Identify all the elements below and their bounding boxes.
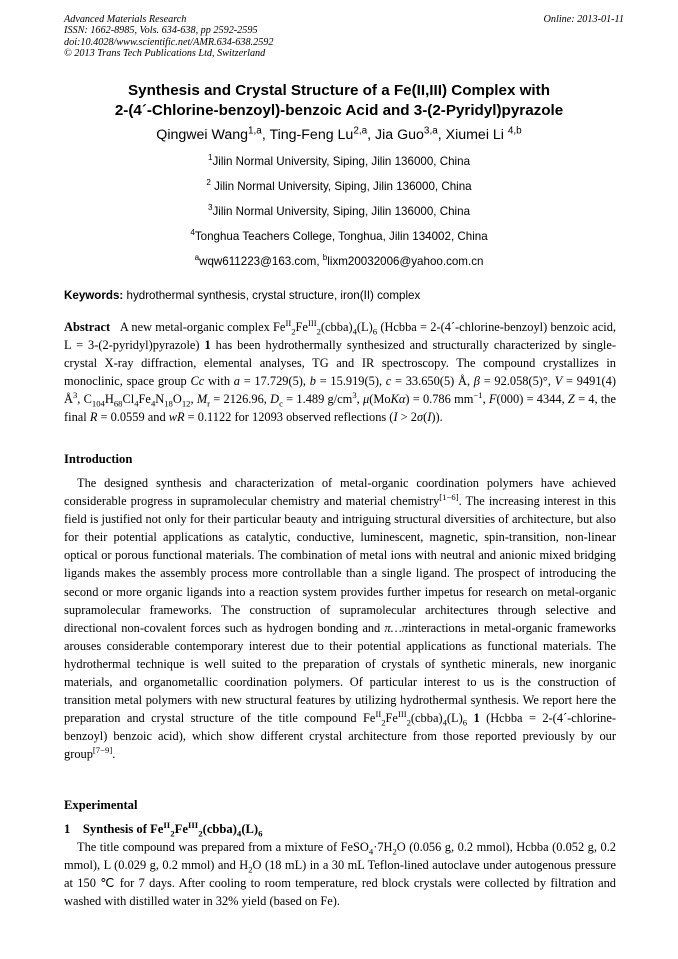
abstract-var: σ	[416, 410, 424, 425]
subheading-text: (L)	[241, 822, 259, 836]
subheading-sub: 6	[258, 828, 263, 839]
abstract-text: > 2	[397, 410, 417, 425]
intro-sub: 2	[406, 717, 411, 728]
subheading-sup: III	[187, 819, 199, 830]
abstract-var: D	[270, 392, 280, 407]
abstract-sub: 12	[181, 398, 191, 409]
abstract-var: wR	[168, 410, 185, 425]
abstract-var: I	[393, 410, 398, 425]
keywords-label: Keywords:	[64, 289, 124, 302]
exp-text: The title compound was prepared from a mixture of FeSO	[77, 840, 369, 854]
exp-sub: 2	[392, 846, 397, 857]
abstract-text: Fe	[295, 320, 308, 334]
intro-text: The designed synthesis and characterization of metal-organic coordination polymers have achieved considerable progress in supramolecular chemistry and material chemistry	[64, 476, 616, 509]
experimental-paragraph	[64, 838, 616, 910]
abstract-text: ,	[190, 392, 197, 407]
abstract-text: ,	[482, 392, 489, 407]
author-name: Jia Guo	[375, 127, 424, 143]
intro-text: (Hcbba = 2-(4´-chlorine-benzoyl) benzoic acid), which show different crystal architecture from those reported previously by our group	[64, 711, 616, 762]
affiliation-sup: 2	[206, 178, 211, 188]
copyright-line: © 2013 Trans Tech Publications Ltd, Switzerland	[64, 48, 266, 60]
exp-text: O (18 mL) in a 30 mL Teflon-lined autoclave under autogenous pressure at 150 ℃ for 7 days. After cooling to room temperature, red block crystals were collected by filtration and washed with distilled water in 32% yield (based on Fe).	[64, 858, 616, 909]
abstract-text: (Hcbba = 2-(4´-chlorine-benzoyl) benzoic acid, L = 3-(2-pyridyl)pyrazole)	[64, 320, 617, 353]
abstract	[64, 318, 616, 427]
abstract-sub: 68	[113, 398, 123, 409]
intro-sub: 2	[381, 717, 386, 728]
synthesis-subheading	[64, 819, 263, 839]
issn-line: ISSN: 1662-8985, Vols. 634-638, pp 2592-2595	[64, 25, 258, 37]
title-line-2: 2-(4´-Chlorine-benzoyl)-benzoic Acid and 3-(2-Pyridyl)pyrazole	[114, 102, 564, 119]
intro-sup: II	[375, 709, 382, 720]
subheading-number: 1	[64, 822, 71, 836]
abstract-sup: −1	[473, 390, 483, 401]
subheading-sub: 2	[198, 828, 203, 839]
abstract-var: R	[89, 410, 98, 425]
abstract-sub: c	[279, 398, 283, 409]
affiliation-1	[40, 152, 638, 177]
compound-number: 1	[467, 711, 480, 726]
abstract-sub: r	[207, 398, 211, 409]
abstract-label: Abstract	[64, 320, 111, 334]
abstract-text: ,	[356, 392, 363, 407]
affiliations	[40, 152, 638, 277]
title-line-1: Synthesis and Crystal Structure of a Fe(II,III) Complex with	[128, 82, 550, 99]
exp-text: ·7H	[373, 840, 393, 854]
abstract-text: = 2126.96,	[210, 392, 271, 407]
intro-text: .	[112, 747, 116, 762]
affiliation-text: Jilin Normal University, Siping, Jilin 136000, China	[210, 180, 472, 193]
journal-header	[64, 14, 624, 60]
cell-param: a	[233, 374, 240, 389]
email-sup: a	[194, 253, 200, 263]
abstract-sub: 2	[316, 326, 321, 337]
abstract-text: = 33.650(5) Å,	[391, 374, 474, 389]
exp-text: O (0.056 g, 0.2 mmol), Hcbba (0.052 g, 0.2 mmol), L (0.029 g, 0.2 mmol) and H	[64, 840, 616, 873]
author-name: Ting-Feng Lu	[269, 127, 354, 143]
abstract-sub: 4	[150, 398, 156, 409]
email-b[interactable]: lixm20032006@yahoo.com.cn	[327, 255, 484, 268]
experimental-heading: Experimental	[64, 798, 138, 812]
author-superscript: 4,b	[507, 125, 522, 137]
cell-param: β	[473, 374, 480, 389]
author-name: Xiumei Li	[445, 127, 508, 143]
abstract-sup: II	[285, 317, 292, 328]
abstract-text: = 92.058(5)°,	[479, 374, 555, 389]
email-sup: b	[322, 253, 328, 263]
affiliation-text: Tonghua Teachers College, Tonghua, Jilin 134002, China	[194, 230, 488, 243]
abstract-text: O	[172, 392, 182, 407]
abstract-var: M	[196, 392, 208, 407]
abstract-text: (L)	[356, 320, 373, 334]
affiliation-sup: 4	[190, 228, 195, 238]
affiliation-text: Jilin Normal University, Siping, Jilin 136000, China	[212, 205, 471, 218]
email-line	[40, 252, 638, 277]
author-list: Qingwei Wang$^{1,a}$, Ting-Feng Lu$^{2,a}$, Jia Guo$^{3,a}$, Xiumei Li $^{4,b}$	[156, 125, 522, 143]
keywords	[64, 289, 616, 302]
subheading-text: Synthesis of Fe	[82, 822, 164, 836]
abstract-text: (Mo	[369, 392, 391, 407]
abstract-text: = 0.1122 for 12093 observed reflections (	[184, 410, 394, 425]
abstract-text: N	[155, 392, 165, 407]
journal-name: Advanced Materials Research	[64, 14, 187, 25]
abstract-text: , C	[77, 392, 92, 407]
subheading-sup: II	[163, 819, 171, 830]
abstract-sup: III	[307, 317, 317, 328]
cell-param: V	[554, 374, 563, 389]
intro-sub: 4	[442, 717, 447, 728]
introduction-heading: Introduction	[64, 452, 133, 466]
subheading-text: Fe	[174, 822, 188, 836]
abstract-var: Kα	[390, 392, 406, 407]
abstract-sub: 104	[91, 398, 105, 409]
intro-text: Fe	[385, 711, 398, 726]
abstract-sub: 6	[372, 326, 378, 337]
abstract-text: )).	[431, 410, 443, 425]
abstract-text: Cl	[122, 392, 135, 407]
intro-text: (cbba)	[410, 711, 443, 726]
intro-sup: III	[397, 709, 407, 720]
exp-sub: 4	[368, 846, 374, 857]
subheading-text: (cbba)	[202, 822, 237, 836]
exp-sub: 2	[248, 864, 253, 875]
subheading-sub: 4	[236, 828, 242, 839]
citation-ref[interactable]: [7−9]	[92, 745, 113, 756]
subheading-sub: 2	[170, 828, 175, 839]
cell-param: c	[385, 374, 392, 389]
email-a[interactable]: wqw611223@163.com,	[199, 255, 323, 268]
affiliation-3	[40, 202, 638, 227]
abstract-text: ) = 0.786 mm	[405, 392, 474, 407]
abstract-text: = 17.729(5),	[239, 374, 310, 389]
doi-line[interactable]: doi:10.4028/www.scientific.net/AMR.634-638.2592	[64, 36, 274, 48]
affiliation-text: Jilin Normal University, Siping, Jilin 136000, China	[212, 155, 471, 168]
affiliation-2	[40, 177, 638, 202]
abstract-text: = 1.489 g/cm	[282, 392, 353, 407]
intro-text: interactions in metal-organic frameworks arouses considerable contemporary interest due to their potential applications as functional materials. The hydrothermal technique is well suited to the preparation of crystals of synthetic minerals, new inorganic materials, and organometallic coordination polymers. Of particular interest to us is the construction of transition metal polymers with new structural features by utilizing hydrothermal synthesis. We report here the preparation and crystal structure of the title compound Fe	[64, 620, 616, 726]
citation-ref[interactable]: [1−6]	[439, 491, 459, 502]
intro-text: . The increasing interest in this field is justified not only for their particular beauty and intriguing structural diversities of architecture, but also for their potential applications as catalytic, conductive, luminescent, magnetic, spin-transition, non-linear optical or porous functional materials. The combination of metal ions with neutral and anionic mixed bridging ligands makes the assembly process more controllable than a single ligand. The prospect of introducing the second or more organic ligands into a reaction system provides further impetus for research on metal-organic supramolecular frameworks. The construction of supramolecular architectures through selective and directional non-covalent forces such as hydrogen bonding and	[64, 494, 616, 635]
author-name: Qingwei Wang	[156, 127, 249, 143]
abstract-var: μ	[362, 392, 370, 407]
intro-text: (L)	[446, 711, 463, 726]
abstract-sub: 4	[352, 326, 357, 337]
author-superscript: 2,a	[353, 125, 368, 137]
abstract-text: = 0.0559 and	[97, 410, 169, 425]
abstract-sub: 4	[134, 398, 139, 409]
abstract-text: A new metal-organic complex Fe	[119, 320, 286, 334]
abstract-text: = 4, the final	[64, 392, 616, 425]
abstract-text: = 15.919(5),	[315, 374, 386, 389]
author-superscript: 3,a	[423, 125, 438, 137]
compound-number: 1	[204, 338, 211, 353]
author-superscript: 1,a	[248, 125, 262, 137]
intro-sub: 6	[462, 717, 468, 728]
abstract-text: has been hydrothermally synthesized and structurally characterized by single-crystal X-ray diffraction, elemental analyses, TG and IR spectroscopy. The compound crystallizes in monoclinic, space group	[64, 338, 616, 389]
abstract-sub: 18	[164, 398, 173, 409]
affiliation-sup: 1	[207, 153, 213, 163]
abstract-text: with	[204, 374, 234, 389]
online-date: Online: 2013-01-11	[543, 14, 624, 25]
abstract-text: Fe	[138, 392, 151, 407]
abstract-sub: 2	[291, 326, 296, 337]
abstract-var: F	[488, 392, 497, 407]
abstract-sup: 3	[72, 390, 78, 401]
space-group: Cc	[190, 374, 205, 389]
keywords-text: hydrothermal synthesis, crystal structure, iron(II) complex	[123, 289, 421, 302]
affiliation-sup: 3	[207, 203, 213, 213]
abstract-var: I	[427, 410, 432, 425]
abstract-text: (000) = 4344,	[496, 392, 568, 407]
abstract-sup: 3	[352, 390, 357, 401]
cell-param: b	[309, 374, 316, 389]
abstract-text: H	[104, 392, 114, 407]
abstract-text: = 9491(4) Å	[64, 374, 616, 407]
affiliation-4	[40, 227, 638, 252]
pi-pi-symbol: π…π	[384, 620, 408, 635]
introduction-paragraph	[64, 474, 616, 764]
abstract-text: (cbba)	[320, 320, 353, 334]
abstract-text: (	[423, 410, 428, 425]
paper-title	[40, 81, 638, 121]
abstract-var: Z	[567, 392, 575, 407]
